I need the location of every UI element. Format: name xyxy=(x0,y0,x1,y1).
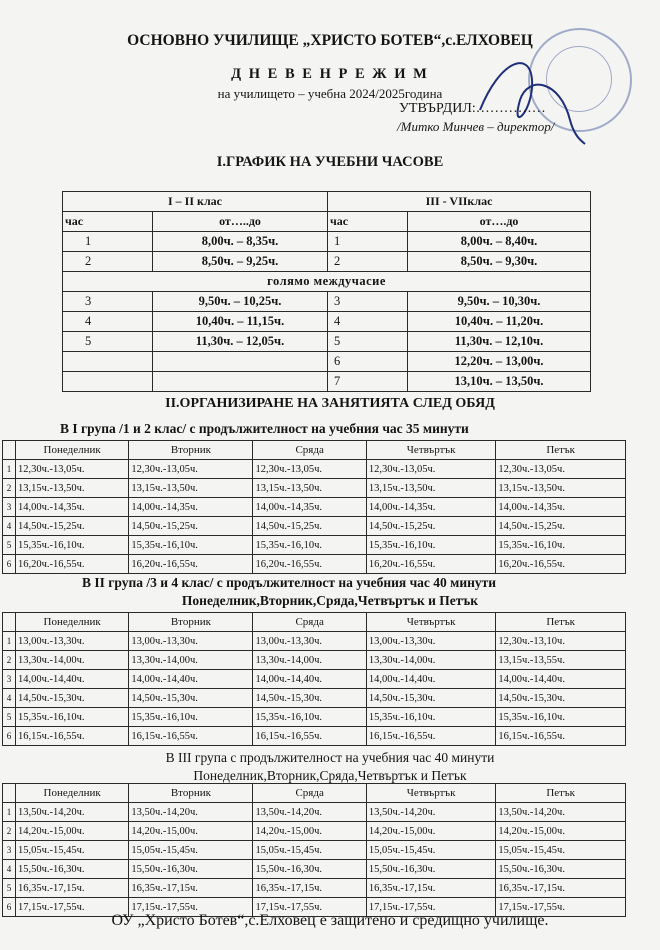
table-header-row xyxy=(3,784,626,803)
row-number: 4 xyxy=(3,689,16,708)
hour-time: 9,50ч. – 10,30ч. xyxy=(408,292,591,312)
row-number: 2 xyxy=(3,822,16,841)
time-cell: 12,30ч.-13,05ч. xyxy=(496,460,626,479)
time-cell: 17,15ч.-17,55ч. xyxy=(129,898,253,917)
time-cell: 15,50ч.-16,30ч. xyxy=(496,860,626,879)
day-header: Четвъртък xyxy=(366,613,496,632)
group1-table xyxy=(2,440,626,574)
time-cell: 15,50ч.-16,30ч. xyxy=(129,860,253,879)
row-number: 5 xyxy=(3,536,16,555)
table-row xyxy=(3,460,626,479)
time-cell: 14,50ч.-15,25ч. xyxy=(366,517,496,536)
time-cell: 15,35ч.-16,10ч. xyxy=(253,708,366,727)
row-number: 4 xyxy=(3,517,16,536)
day-header: Петък xyxy=(496,784,626,803)
row-number: 1 xyxy=(3,803,16,822)
page-title: Д Н Е В Е Н Р Е Ж И М xyxy=(231,66,429,82)
hour-time: 8,00ч. – 8,35ч. xyxy=(153,232,328,252)
time-cell: 14,00ч.-14,40ч. xyxy=(366,670,496,689)
hour-time: 10,40ч. – 11,15ч. xyxy=(153,312,328,332)
time-cell: 13,30ч.-14,00ч. xyxy=(253,651,366,670)
table-row xyxy=(3,879,626,898)
hour-number xyxy=(63,372,153,392)
time-cell: 16,35ч.-17,15ч. xyxy=(15,879,128,898)
header-grades-3-7: III - VIIклас xyxy=(328,192,591,212)
time-cell: 13,50ч.-14,20ч. xyxy=(496,803,626,822)
table-row xyxy=(3,803,626,822)
group3-table xyxy=(2,783,626,917)
time-cell: 13,30ч.-14,00ч. xyxy=(129,651,253,670)
footer-note: ОУ „Христо Ботев“,с.Елховец е защитено и средищно училище. xyxy=(111,912,549,929)
time-cell: 16,15ч.-16,55ч. xyxy=(129,727,253,746)
header-grades-1-2: I – II клас xyxy=(63,192,328,212)
time-cell: 15,50ч.-16,30ч. xyxy=(253,860,366,879)
time-cell: 16,15ч.-16,55ч. xyxy=(496,727,626,746)
corner-cell xyxy=(3,441,16,460)
long-break-row: голямо междучасие xyxy=(63,272,591,292)
hour-number: 3 xyxy=(63,292,153,312)
time-cell: 16,20ч.-16,55ч. xyxy=(15,555,128,574)
time-cell: 13,00ч.-13,30ч. xyxy=(253,632,366,651)
corner-cell xyxy=(3,784,16,803)
table-header-row xyxy=(3,441,626,460)
time-cell: 15,05ч.-15,45ч. xyxy=(129,841,253,860)
time-cell: 16,15ч.-16,55ч. xyxy=(253,727,366,746)
table-row xyxy=(3,689,626,708)
corner-cell xyxy=(3,613,16,632)
time-cell: 14,20ч.-15,00ч. xyxy=(496,822,626,841)
time-cell: 15,05ч.-15,45ч. xyxy=(496,841,626,860)
table-row xyxy=(3,708,626,727)
class-hours-table xyxy=(62,191,591,392)
time-cell: 17,15ч.-17,55ч. xyxy=(15,898,128,917)
time-cell: 15,35ч.-16,10ч. xyxy=(253,536,366,555)
col-time-left: от…..до xyxy=(153,212,328,232)
time-cell: 13,15ч.-13,50ч. xyxy=(129,479,253,498)
day-header: Вторник xyxy=(129,784,253,803)
time-cell: 16,20ч.-16,55ч. xyxy=(253,555,366,574)
time-cell: 15,35ч.-16,10ч. xyxy=(496,708,626,727)
time-cell: 15,35ч.-16,10ч. xyxy=(129,536,253,555)
row-number: 3 xyxy=(3,670,16,689)
time-cell: 15,35ч.-16,10ч. xyxy=(366,708,496,727)
time-cell: 14,00ч.-14,40ч. xyxy=(496,670,626,689)
row-number: 6 xyxy=(3,555,16,574)
time-cell: 14,00ч.-14,35ч. xyxy=(129,498,253,517)
day-header: Четвъртък xyxy=(366,441,496,460)
time-cell: 15,05ч.-15,45ч. xyxy=(253,841,366,860)
group2-days: Понеделник,Вторник,Сряда,Четвъртък и Петък xyxy=(181,593,479,608)
row-number: 6 xyxy=(3,898,16,917)
day-header: Понеделник xyxy=(15,441,128,460)
hour-number xyxy=(63,352,153,372)
table-row xyxy=(63,312,591,332)
table-row xyxy=(3,632,626,651)
hour-time: 8,50ч. – 9,30ч. xyxy=(408,252,591,272)
time-cell: 13,30ч.-14,00ч. xyxy=(15,651,128,670)
time-cell: 12,30ч.-13,05ч. xyxy=(129,460,253,479)
row-number: 2 xyxy=(3,651,16,670)
time-cell: 16,20ч.-16,55ч. xyxy=(129,555,253,574)
time-cell: 15,35ч.-16,10ч. xyxy=(366,536,496,555)
time-cell: 14,20ч.-15,00ч. xyxy=(129,822,253,841)
hour-number: 3 xyxy=(328,292,408,312)
time-cell: 13,50ч.-14,20ч. xyxy=(15,803,128,822)
row-number: 6 xyxy=(3,727,16,746)
hour-time xyxy=(153,352,328,372)
time-cell: 15,05ч.-15,45ч. xyxy=(366,841,496,860)
time-cell: 16,35ч.-17,15ч. xyxy=(129,879,253,898)
hour-number: 6 xyxy=(328,352,408,372)
time-cell: 13,00ч.-13,30ч. xyxy=(366,632,496,651)
col-hour-right: час xyxy=(328,212,408,232)
row-number: 1 xyxy=(3,460,16,479)
school-name: ОСНОВНО УЧИЛИЩЕ „ХРИСТО БОТЕВ“,с.ЕЛХОВЕЦ xyxy=(127,32,533,49)
table-row xyxy=(3,651,626,670)
hour-time: 9,50ч. – 10,25ч. xyxy=(153,292,328,312)
table-row xyxy=(3,555,626,574)
time-cell: 13,30ч.-14,00ч. xyxy=(366,651,496,670)
table-row xyxy=(63,232,591,252)
hour-number: 1 xyxy=(328,232,408,252)
time-cell: 14,00ч.-14,40ч. xyxy=(15,670,128,689)
approved-label: УТВЪРДИЛ:…………… xyxy=(399,101,546,116)
time-cell: 14,50ч.-15,30ч. xyxy=(496,689,626,708)
day-header: Сряда xyxy=(253,441,366,460)
time-cell: 15,35ч.-16,10ч. xyxy=(129,708,253,727)
table-row xyxy=(63,332,591,352)
time-cell: 16,15ч.-16,55ч. xyxy=(15,727,128,746)
table-row xyxy=(3,822,626,841)
time-cell: 14,20ч.-15,00ч. xyxy=(15,822,128,841)
time-cell: 14,00ч.-14,35ч. xyxy=(496,498,626,517)
time-cell: 16,15ч.-16,55ч. xyxy=(366,727,496,746)
day-header: Понеделник xyxy=(15,784,128,803)
table-row xyxy=(3,841,626,860)
hour-time: 13,10ч. – 13,50ч. xyxy=(408,372,591,392)
hour-time: 11,30ч. – 12,05ч. xyxy=(153,332,328,352)
row-number: 2 xyxy=(3,479,16,498)
table-row xyxy=(3,479,626,498)
row-number: 3 xyxy=(3,841,16,860)
hour-time: 11,30ч. – 12,10ч. xyxy=(408,332,591,352)
time-cell: 14,50ч.-15,25ч. xyxy=(253,517,366,536)
time-cell: 14,50ч.-15,30ч. xyxy=(366,689,496,708)
time-cell: 13,50ч.-14,20ч. xyxy=(129,803,253,822)
hour-number: 4 xyxy=(328,312,408,332)
time-cell: 16,35ч.-17,15ч. xyxy=(496,879,626,898)
table-row xyxy=(3,498,626,517)
director-name: /Митко Минчев – директор/ xyxy=(397,119,555,134)
day-header: Сряда xyxy=(253,613,366,632)
time-cell: 14,50ч.-15,30ч. xyxy=(15,689,128,708)
col-hour-left: час xyxy=(63,212,153,232)
time-cell: 14,00ч.-14,40ч. xyxy=(253,670,366,689)
time-cell: 14,50ч.-15,30ч. xyxy=(253,689,366,708)
time-cell: 14,00ч.-14,35ч. xyxy=(253,498,366,517)
group2-heading: В II група /3 и 4 клас/ с продължителност на учебния час 40 минути xyxy=(82,575,497,590)
group2-table xyxy=(2,612,626,746)
hour-number: 5 xyxy=(328,332,408,352)
time-cell: 14,50ч.-15,25ч. xyxy=(15,517,128,536)
hour-time: 12,20ч. – 13,00ч. xyxy=(408,352,591,372)
time-cell: 12,30ч.-13,10ч. xyxy=(496,632,626,651)
table-row xyxy=(63,352,591,372)
row-number: 1 xyxy=(3,632,16,651)
table-header-row xyxy=(3,613,626,632)
time-cell: 15,50ч.-16,30ч. xyxy=(366,860,496,879)
section2-title: II.ОРГАНИЗИРАНЕ НА ЗАНЯТИЯТА СЛЕД ОБЯД xyxy=(165,396,495,411)
time-cell: 14,50ч.-15,25ч. xyxy=(129,517,253,536)
table-row xyxy=(3,860,626,879)
table-row xyxy=(3,536,626,555)
table-row xyxy=(3,727,626,746)
table-row xyxy=(3,670,626,689)
time-cell: 13,15ч.-13,50ч. xyxy=(496,479,626,498)
hour-time: 8,50ч. – 9,25ч. xyxy=(153,252,328,272)
time-cell: 16,35ч.-17,15ч. xyxy=(253,879,366,898)
table-row xyxy=(63,292,591,312)
hour-number: 4 xyxy=(63,312,153,332)
hour-number: 2 xyxy=(63,252,153,272)
time-cell: 15,35ч.-16,10ч. xyxy=(15,708,128,727)
hour-number: 5 xyxy=(63,332,153,352)
row-number: 4 xyxy=(3,860,16,879)
group3-heading: В III група с продължителност на учебния час 40 минути xyxy=(165,750,495,765)
time-cell: 13,15ч.-13,50ч. xyxy=(253,479,366,498)
time-cell: 16,35ч.-17,15ч. xyxy=(366,879,496,898)
day-header: Сряда xyxy=(253,784,366,803)
hour-number: 2 xyxy=(328,252,408,272)
time-cell: 13,15ч.-13,50ч. xyxy=(366,479,496,498)
row-number: 3 xyxy=(3,498,16,517)
time-cell: 15,35ч.-16,10ч. xyxy=(496,536,626,555)
time-cell: 13,15ч.-13,50ч. xyxy=(15,479,128,498)
time-cell: 17,15ч.-17,55ч. xyxy=(253,898,366,917)
group1-heading: В I група /1 и 2 клас/ с продължителност на учебния час 35 минути xyxy=(60,421,469,436)
table-row xyxy=(63,372,591,392)
day-header: Петък xyxy=(496,613,626,632)
day-header: Вторник xyxy=(129,613,253,632)
time-cell: 16,20ч.-16,55ч. xyxy=(496,555,626,574)
time-cell: 12,30ч.-13,05ч. xyxy=(366,460,496,479)
time-cell: 15,50ч.-16,30ч. xyxy=(15,860,128,879)
section1-title: I.ГРАФИК НА УЧЕБНИ ЧАСОВЕ xyxy=(216,154,444,170)
hour-number: 1 xyxy=(63,232,153,252)
time-cell: 13,00ч.-13,30ч. xyxy=(129,632,253,651)
time-cell: 14,20ч.-15,00ч. xyxy=(253,822,366,841)
time-cell: 15,05ч.-15,45ч. xyxy=(15,841,128,860)
table-row xyxy=(3,517,626,536)
school-year: на училището – учебна 2024/2025година xyxy=(217,86,443,101)
hour-time: 10,40ч. – 11,20ч. xyxy=(408,312,591,332)
time-cell: 13,15ч.-13,55ч. xyxy=(496,651,626,670)
time-cell: 14,20ч.-15,00ч. xyxy=(366,822,496,841)
time-cell: 12,30ч.-13,05ч. xyxy=(15,460,128,479)
hour-time: 8,00ч. – 8,40ч. xyxy=(408,232,591,252)
time-cell: 15,35ч.-16,10ч. xyxy=(15,536,128,555)
time-cell: 14,00ч.-14,40ч. xyxy=(129,670,253,689)
time-cell: 13,00ч.-13,30ч. xyxy=(15,632,128,651)
day-header: Вторник xyxy=(129,441,253,460)
time-cell: 17,15ч.-17,55ч. xyxy=(496,898,626,917)
col-time-right: от….до xyxy=(408,212,591,232)
group3-days: Понеделник,Вторник,Сряда,Четвъртък и Петък xyxy=(193,768,467,783)
row-number: 5 xyxy=(3,879,16,898)
time-cell: 14,50ч.-15,25ч. xyxy=(496,517,626,536)
time-cell: 17,15ч.-17,55ч. xyxy=(366,898,496,917)
time-cell: 14,00ч.-14,35ч. xyxy=(15,498,128,517)
time-cell: 13,50ч.-14,20ч. xyxy=(253,803,366,822)
day-header: Четвъртък xyxy=(366,784,496,803)
hour-number: 7 xyxy=(328,372,408,392)
time-cell: 14,00ч.-14,35ч. xyxy=(366,498,496,517)
time-cell: 12,30ч.-13,05ч. xyxy=(253,460,366,479)
day-header: Петък xyxy=(496,441,626,460)
hour-time xyxy=(153,372,328,392)
time-cell: 14,50ч.-15,30ч. xyxy=(129,689,253,708)
time-cell: 16,20ч.-16,55ч. xyxy=(366,555,496,574)
table-row xyxy=(63,252,591,272)
row-number: 5 xyxy=(3,708,16,727)
day-header: Понеделник xyxy=(15,613,128,632)
time-cell: 13,50ч.-14,20ч. xyxy=(366,803,496,822)
